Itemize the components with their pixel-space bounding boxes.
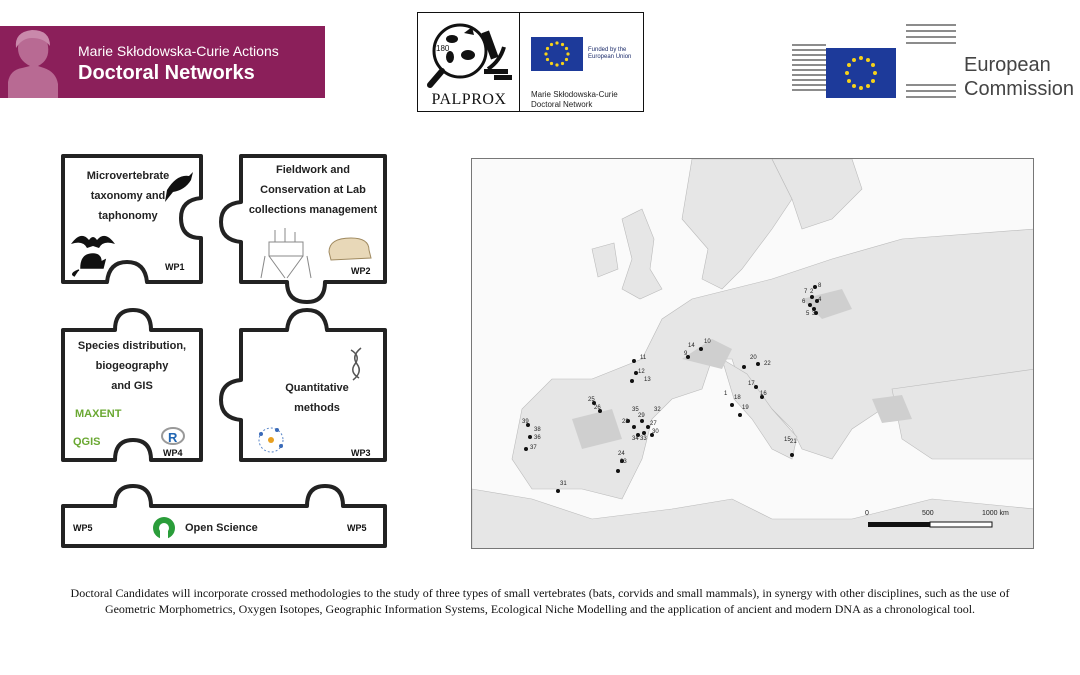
wp2-tag: WP2 [351,266,371,276]
caption-text: Doctoral Candidates will incorporate crossed methodologies to the study of three types of small vertebrates (bats, corvids and small mammals), in synergy with other disciplines, such as the use of Geometric Morphometrics, Oxygen Isotopes, Geographic Information Systems, Ecological Niche Modelling and the application of ancient and modern DNA as a chronological tool. [70,586,1010,616]
palprox-logo-box [417,12,644,112]
site-label: 29 [638,413,645,419]
msc-doctoral-network-text: Marie Skłodowska-Curie Doctoral Network [531,90,618,109]
site-label: 39 [522,419,529,425]
site-label: 3 [812,311,816,317]
scale-bar [868,522,992,527]
site-label: 34 [632,436,639,442]
site-label: 13 [644,377,651,383]
wp3-tag: WP3 [351,448,371,458]
qgis-label: QGIS [73,436,101,448]
wp2-title: Fieldwork and Conservation at Lab collections management [248,164,378,216]
site-label: 31 [560,481,567,487]
wp3-title: Quantitative methods [285,382,349,414]
scale-label-1000: 1000 km [982,510,1009,517]
palprox-name: PALPROX [431,91,507,108]
msca-doctoral-networks-logo [0,26,325,98]
site-label: 4 [818,297,822,303]
site-label: 21 [790,439,797,445]
site-label: 30 [652,429,659,435]
site-label: 16 [760,391,767,397]
site-label: 15 [784,437,791,443]
site-label: 6 [802,299,806,305]
site-label: 7 [804,289,808,295]
europe-sites-map [471,158,1034,549]
magnifier-microscope-animals-icon [424,17,516,89]
wp5-tag-left: WP5 [73,523,93,533]
wp5-tag-right: WP5 [347,523,367,533]
site-label: 38 [534,427,541,433]
maxent-label: MAXENT [75,408,122,420]
site-label: 10 [704,339,711,345]
site-label: 1 [724,391,728,397]
site-label: 27 [650,421,657,427]
palprox-divider [519,13,520,111]
site-label: 24 [618,451,625,457]
european-commission-logo [790,18,1080,104]
scale-label-500: 500 [922,510,934,517]
funded-by-eu-text: Funded by the European Union [588,47,632,60]
site-label: 11 [640,355,647,361]
ec-line2: Commission [964,78,1075,100]
wp1-tag: WP1 [165,262,185,272]
svg-text:R: R [168,430,178,445]
site-label: 12 [638,369,645,375]
site-label: 20 [750,355,757,361]
site-label: 36 [534,435,541,441]
site-label: 9 [684,351,688,357]
site-label: 26 [594,405,601,411]
site-label: 8 [818,283,822,289]
ec-line1: European [964,54,1051,76]
svg-text:180: 180 [436,44,450,53]
ec-building-flag-icon [790,18,960,104]
curie-portrait-icon [0,26,70,98]
site-label: 19 [742,405,749,411]
site-label: 37 [530,445,537,451]
wp4-tag: WP4 [163,448,183,458]
site-label: 2 [810,289,814,295]
wp5-title: Open Science [185,522,258,534]
site-label: 32 [654,407,661,413]
eu-flag-icon [531,37,583,71]
skull-icon [329,238,371,260]
work-packages-puzzle [55,150,395,555]
scale-label-0: 0 [865,510,869,517]
site-label: 17 [748,381,755,387]
site-label: 23 [620,459,627,465]
site-label: 22 [764,361,771,367]
site-label: 35 [632,407,639,413]
site-label: 25 [588,397,595,403]
site-label: 18 [734,395,741,401]
msca-line2: Doctoral Networks [78,62,255,84]
site-label: 33 [640,436,647,442]
site-label: 5 [806,311,810,317]
msca-line1: Marie Skłodowska-Curie Actions [78,43,279,59]
wp4-title: Species distribution, biogeography and GIS [77,340,187,392]
wp1-title: Microvertebrate taxonomy and taphonomy [86,170,170,222]
europe-land-shapes [472,159,1034,549]
site-label: 28 [622,419,629,425]
site-label: 14 [688,343,695,349]
